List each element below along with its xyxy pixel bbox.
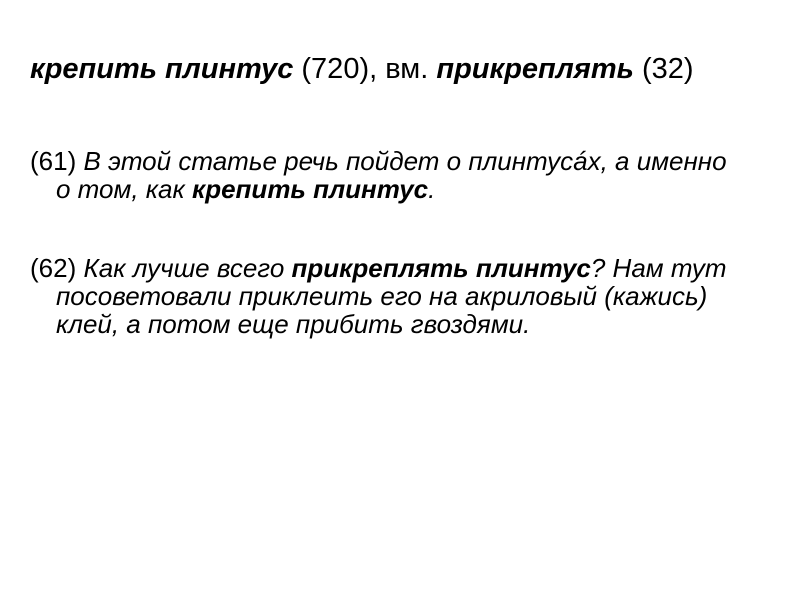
example-62-text-mid: ? Нам тут: [590, 253, 727, 283]
example-61-line-1: [30, 147, 727, 175]
example-62-number: (62): [30, 253, 84, 283]
title-term-1: крепить плинтус: [30, 53, 294, 85]
example-62-line-1: [30, 254, 727, 282]
example-62: [30, 254, 727, 338]
example-62-line-2: [56, 282, 727, 310]
title-frequency-1: (720), вм.: [293, 53, 437, 85]
example-62-text: Как лучше всего: [83, 253, 292, 283]
example-61: [30, 147, 727, 203]
slide-title: [30, 52, 694, 86]
example-61-number: (61): [30, 146, 84, 176]
title-term-2: прикреплять: [436, 53, 634, 85]
title-frequency-2: (32): [633, 53, 694, 85]
example-62-line-3: [56, 310, 727, 338]
example-62-highlighted-term: прикреплять плинтус: [291, 253, 591, 283]
example-62-text-cont-1: посоветовали приклеить его на акриловый (кажись): [56, 281, 708, 311]
example-61-text-cont: о том, как: [56, 174, 193, 204]
example-61-line-2: [56, 175, 727, 203]
example-62-text-cont-2: клей, а потом еще прибить гвоздями.: [56, 309, 531, 339]
example-61-text-end: .: [428, 174, 436, 204]
example-61-highlighted-term: крепить плинтус: [192, 174, 429, 204]
example-61-text: В этой статье речь пойдет о плинтусáх, а именно: [83, 146, 727, 176]
